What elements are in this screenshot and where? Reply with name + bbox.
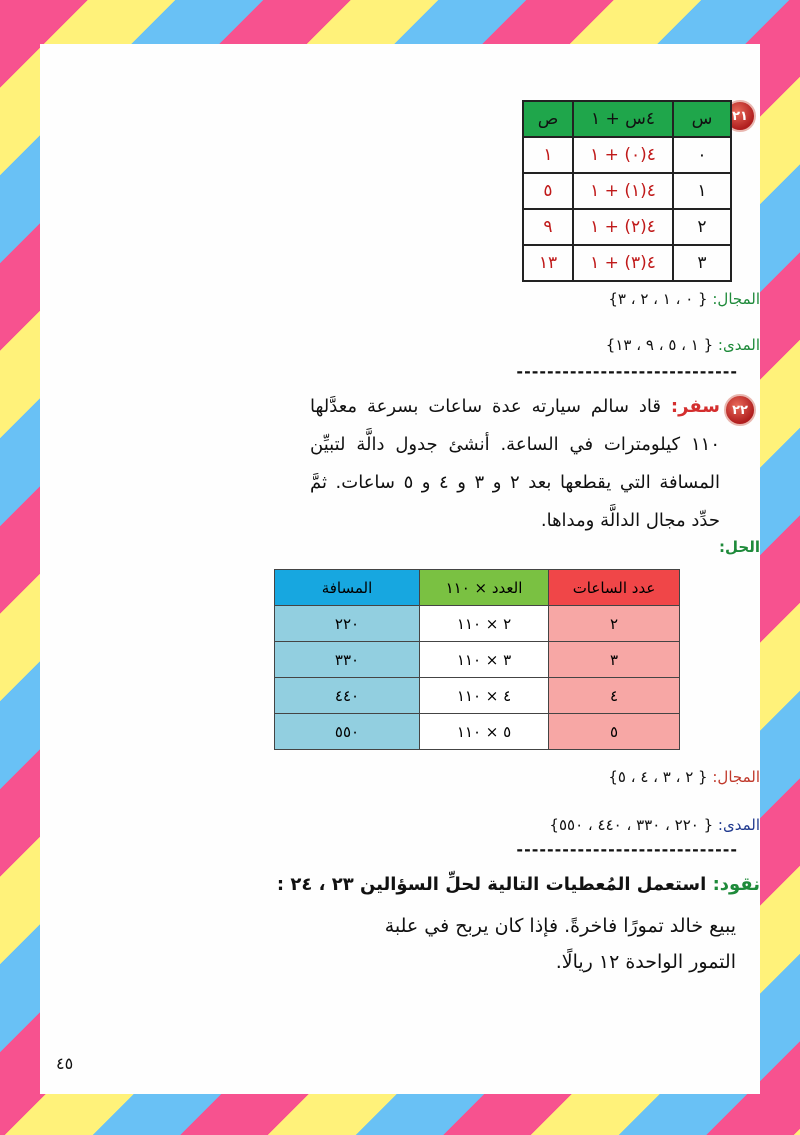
table-cell: ٣ xyxy=(549,642,680,678)
textbook-page xyxy=(40,44,760,1094)
table-row xyxy=(275,606,680,642)
header-cell: ص xyxy=(523,101,573,137)
table-cell: ٤(١) + ١ xyxy=(573,173,673,209)
q22-problem-text xyxy=(310,388,720,540)
q21-domain-line xyxy=(608,290,760,308)
table-cell: ٣ × ١١٠ xyxy=(420,642,549,678)
table-row xyxy=(523,245,731,281)
table-cell: ١ xyxy=(673,173,731,209)
table-row xyxy=(523,209,731,245)
dashed-separator: ----------------------------- xyxy=(516,362,738,381)
domain-value: { ٢ ، ٣ ، ٤ ، ٥} xyxy=(608,768,708,786)
naqud-heading xyxy=(277,874,760,895)
table-cell: ٥٥٠ xyxy=(275,714,420,750)
range-value: { ٢٢٠ ، ٣٣٠ ، ٤٤٠ ، ٥٥٠} xyxy=(549,816,714,834)
q21-function-table xyxy=(522,100,732,282)
table-cell: ٥ xyxy=(549,714,680,750)
table-row xyxy=(275,678,680,714)
header-cell: ٤س + ١ xyxy=(573,101,673,137)
table-row xyxy=(275,714,680,750)
domain-label: المجال: xyxy=(712,290,760,308)
table-cell: ٠ xyxy=(673,137,731,173)
header-cell: العدد × ١١٠ xyxy=(420,570,549,606)
table-row xyxy=(523,137,731,173)
page-number: ٤٥ xyxy=(56,1054,74,1073)
table-cell: ٣٣٠ xyxy=(275,642,420,678)
header-cell: عدد الساعات xyxy=(549,570,680,606)
table-cell: ٥ × ١١٠ xyxy=(420,714,549,750)
domain-label: المجال: xyxy=(712,768,760,786)
table-cell: ٢ × ١١٠ xyxy=(420,606,549,642)
question-22-number-badge: ٢٢ xyxy=(724,394,756,426)
naqud-instruction: استعمل المُعطيات التالية لحلِّ السؤالين ٢٣ ، ٢٤ : xyxy=(276,874,707,895)
table-cell: ٤(٣) + ١ xyxy=(573,245,673,281)
table-cell: ٢ xyxy=(673,209,731,245)
table-cell: ٢ xyxy=(549,606,680,642)
table-cell: ٤ × ١١٠ xyxy=(420,678,549,714)
dashed-separator: ----------------------------- xyxy=(516,840,738,859)
q22-keyword: سفر: xyxy=(670,396,720,417)
naqud-text: يبيع خالد تمورًا فاخرةً. فإذا كان يربح في علبة التمور الواحدة ١٢ ريالًا. xyxy=(384,915,736,973)
naqud-keyword: نقود: xyxy=(712,874,760,895)
q22-distance-table xyxy=(274,569,680,750)
table-row xyxy=(523,173,731,209)
table-cell: ٢٢٠ xyxy=(275,606,420,642)
range-value: { ١ ، ٥ ، ٩ ، ١٣} xyxy=(605,336,714,354)
table-cell: ١ xyxy=(523,137,573,173)
table-header-row xyxy=(523,101,731,137)
table-cell: ٤٤٠ xyxy=(275,678,420,714)
q21-range-line xyxy=(606,336,760,354)
q22-range-line xyxy=(549,816,760,834)
table-cell: ٤(٠) + ١ xyxy=(573,137,673,173)
table-cell: ١٣ xyxy=(523,245,573,281)
table-cell: ٩ xyxy=(523,209,573,245)
header-cell: المسافة xyxy=(275,570,420,606)
table-cell: ٣ xyxy=(673,245,731,281)
range-label: المدى: xyxy=(717,336,760,354)
header-cell: س xyxy=(673,101,731,137)
q22-domain-line xyxy=(608,768,760,786)
range-label: المدى: xyxy=(717,816,760,834)
table-row xyxy=(275,642,680,678)
table-cell: ٤ xyxy=(549,678,680,714)
table-cell: ٤(٢) + ١ xyxy=(573,209,673,245)
question-21-number-badge: ٢١ xyxy=(724,100,756,132)
domain-value: { ٠ ، ١ ، ٢ ، ٣} xyxy=(608,290,708,308)
table-header-row xyxy=(275,570,680,606)
q22-body: قاد سالم سيارته عدة ساعات بسرعة معدَّلها ١١٠ كيلومترات في الساعة. أنشئ جدول دالَّة لتبيِّن المسافة التي يقطعها بعد ٢ و ٣ و ٤ و ٥ ساعات. ثمَّ حدِّد مجال الدالَّة ومداها. xyxy=(310,396,721,531)
solution-label: الحل: xyxy=(719,538,760,556)
table-cell: ٥ xyxy=(523,173,573,209)
